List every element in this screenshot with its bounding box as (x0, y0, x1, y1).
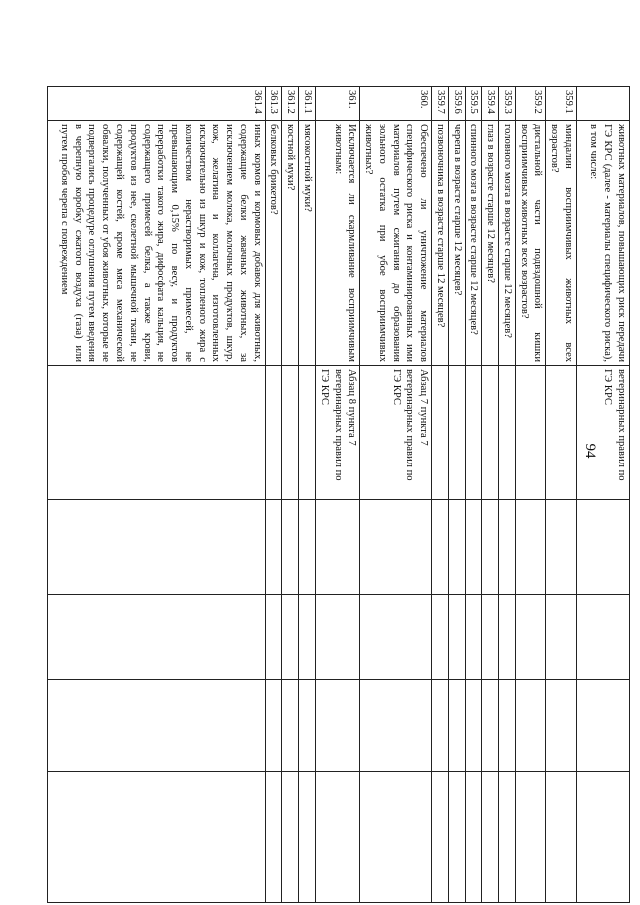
item-question: спинного мозга в возрасте старше 12 месяцев? (465, 121, 482, 366)
table-row (448, 87, 465, 903)
item-reference (465, 366, 482, 500)
answer-cell[interactable] (265, 680, 282, 772)
item-number: 359.5 (465, 87, 482, 121)
item-number: 361. (315, 87, 359, 121)
answer-cell[interactable] (482, 500, 499, 595)
answer-cell[interactable] (465, 595, 482, 680)
item-number: 361.3 (265, 87, 282, 121)
item-question: белковых брикетов? (265, 121, 282, 366)
note-cell[interactable] (315, 772, 359, 903)
item-question: животных материалов, повышающих риск передачи ГЭ КРС (далее - материалы специфического риска), в том числе: (577, 121, 630, 366)
item-reference: ветеринарных правил по ГЭ КРС (577, 366, 630, 500)
item-number: 361.1 (299, 87, 316, 121)
table-row (299, 87, 316, 903)
item-question: глаз в возрасте старше 12 месяцев? (482, 121, 499, 366)
item-number: 361.4 (47, 87, 265, 121)
note-cell[interactable] (499, 772, 516, 903)
answer-cell[interactable] (47, 500, 265, 595)
item-question: иных кормов и кормовых добавок для животных, содержащие белки жвачных животных, за исключением молока, молочных продуктов, шкур, кож, желатина и коллагена, изготовленных исключительно из шкур и кож, топленого жира с количеством нерастворимых примесей, не превышающим 0,15% по весу, и продуктов переработки такого жира, дифосфата кальция, не содержащего примесей белка, а также крови, продуктов из нее, скелетной мышечной ткани, не содержащей костей, кроме мяса механической обвалки, полученных от убоя животных, которые не подвергались процедуре оглушения путем введения в черепную коробку сжатого воздуха (газа) или путем пробоя черепа с повреждением (47, 121, 265, 366)
table-row (515, 87, 546, 903)
item-reference: Абзац 7 пункта 7 ветеринарных правил по ГЭ КРС (360, 366, 432, 500)
note-cell[interactable] (448, 772, 465, 903)
answer-cell[interactable] (299, 500, 316, 595)
answer-cell[interactable] (315, 500, 359, 595)
item-reference (448, 366, 465, 500)
table-row (47, 87, 265, 903)
answer-cell[interactable] (360, 680, 432, 772)
note-cell[interactable] (282, 772, 299, 903)
answer-cell[interactable] (432, 595, 449, 680)
item-reference (482, 366, 499, 500)
note-cell[interactable] (47, 772, 265, 903)
answer-cell[interactable] (448, 595, 465, 680)
table-row (315, 87, 359, 903)
table-row (282, 87, 299, 903)
table-row (265, 87, 282, 903)
table-row (482, 87, 499, 903)
item-number: 359.1 (546, 87, 577, 121)
item-reference (515, 366, 546, 500)
table-row (360, 87, 432, 903)
item-number (577, 87, 630, 121)
answer-cell[interactable] (299, 680, 316, 772)
answer-cell[interactable] (577, 500, 630, 595)
answer-cell[interactable] (546, 595, 577, 680)
item-reference (265, 366, 282, 500)
page-number: 94 (582, 443, 598, 459)
answer-cell[interactable] (432, 680, 449, 772)
answer-cell[interactable] (465, 680, 482, 772)
answer-cell[interactable] (282, 680, 299, 772)
answer-cell[interactable] (482, 595, 499, 680)
item-question: дистальной части подвздошной кишки восприимчивых животных всех возрастов? (515, 121, 546, 366)
answer-cell[interactable] (499, 595, 516, 680)
table-row (546, 87, 577, 903)
answer-cell[interactable] (577, 680, 630, 772)
item-reference (282, 366, 299, 500)
answer-cell[interactable] (448, 680, 465, 772)
item-number: 361.2 (282, 87, 299, 121)
note-cell[interactable] (465, 772, 482, 903)
item-reference (299, 366, 316, 500)
table-row (577, 87, 630, 903)
checklist-table (47, 86, 630, 903)
answer-cell[interactable] (360, 595, 432, 680)
answer-cell[interactable] (265, 500, 282, 595)
item-number: 359.7 (432, 87, 449, 121)
item-number: 359.3 (499, 87, 516, 121)
note-cell[interactable] (515, 772, 546, 903)
note-cell[interactable] (577, 772, 630, 903)
answer-cell[interactable] (482, 680, 499, 772)
answer-cell[interactable] (282, 595, 299, 680)
answer-cell[interactable] (499, 680, 516, 772)
note-cell[interactable] (299, 772, 316, 903)
item-number: 360. (360, 87, 432, 121)
item-number: 359.6 (448, 87, 465, 121)
note-cell[interactable] (265, 772, 282, 903)
item-reference (47, 366, 265, 500)
answer-cell[interactable] (499, 500, 516, 595)
table-row (432, 87, 449, 903)
note-cell[interactable] (432, 772, 449, 903)
answer-cell[interactable] (315, 680, 359, 772)
answer-cell[interactable] (465, 500, 482, 595)
checklist-sheet (58, 86, 630, 902)
answer-cell[interactable] (432, 500, 449, 595)
answer-cell[interactable] (315, 595, 359, 680)
item-reference (432, 366, 449, 500)
item-question: Обеспечено ли уничтожение материалов специфического риска и контаминированных ими материалов путем сжигания до образования зольного остатка при убое восприимчивых животных? (360, 121, 432, 366)
note-cell[interactable] (482, 772, 499, 903)
note-cell[interactable] (546, 772, 577, 903)
answer-cell[interactable] (265, 595, 282, 680)
answer-cell[interactable] (282, 500, 299, 595)
answer-cell[interactable] (47, 680, 265, 772)
answer-cell[interactable] (515, 595, 546, 680)
note-cell[interactable] (360, 772, 432, 903)
answer-cell[interactable] (546, 500, 577, 595)
item-reference: Абзац 8 пункта 7 ветеринарных правил по ГЭ КРС (315, 366, 359, 500)
table-row (465, 87, 482, 903)
item-question: миндалин восприимчивых животных всех возрастов? (546, 121, 577, 366)
answer-cell[interactable] (577, 595, 630, 680)
table-row (499, 87, 516, 903)
item-question: Исключается ли скармливание восприимчивым животным: (315, 121, 359, 366)
item-reference (546, 366, 577, 500)
item-reference (499, 366, 516, 500)
answer-cell[interactable] (360, 500, 432, 595)
item-number: 359.2 (515, 87, 546, 121)
item-question: костной муки? (282, 121, 299, 366)
answer-cell[interactable] (546, 680, 577, 772)
answer-cell[interactable] (448, 500, 465, 595)
item-question: позвоночника в возрасте старше 12 месяцев? (432, 121, 449, 366)
answer-cell[interactable] (299, 595, 316, 680)
answer-cell[interactable] (515, 680, 546, 772)
answer-cell[interactable] (515, 500, 546, 595)
item-question: головного мозга в возрасте старше 12 месяцев? (499, 121, 516, 366)
item-number: 359.4 (482, 87, 499, 121)
item-question: черепа в возрасте старше 12 месяцев? (448, 121, 465, 366)
item-question: мясокостной муки? (299, 121, 316, 366)
answer-cell[interactable] (47, 595, 265, 680)
